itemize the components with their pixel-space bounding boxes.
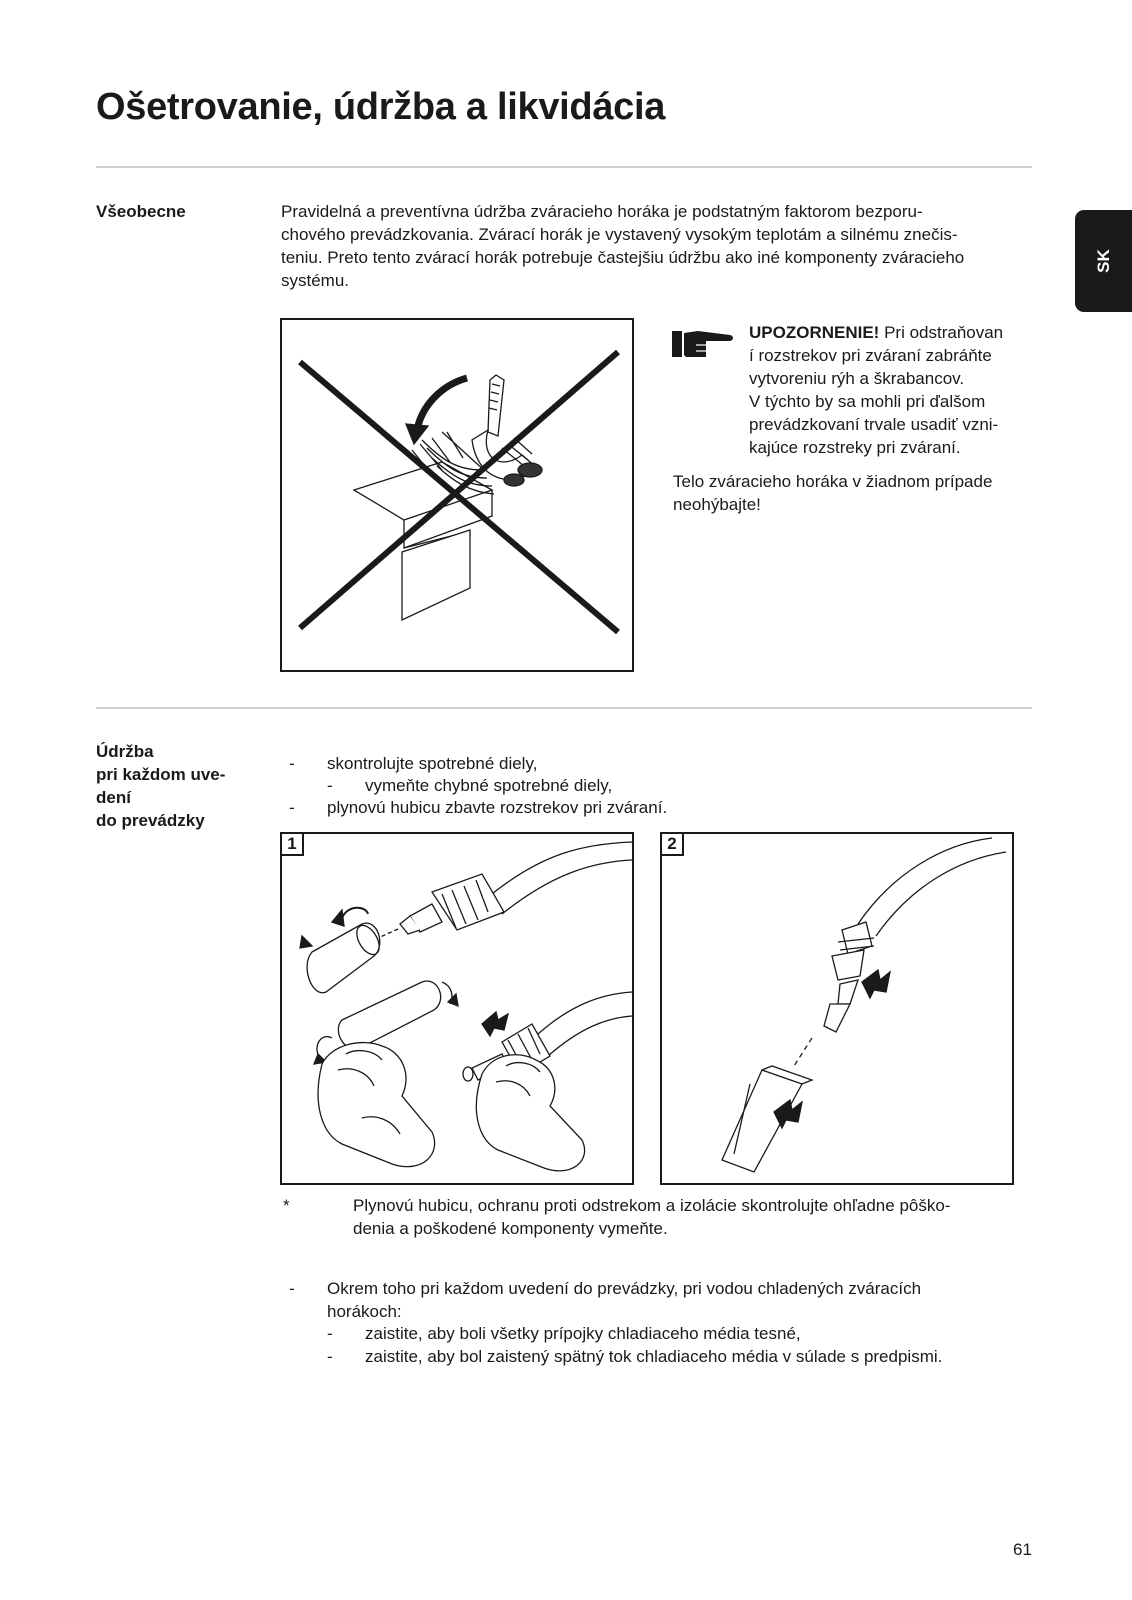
heading-line: Údržba — [96, 742, 154, 761]
notice-line: vytvoreniu rýh a škrabancov. — [749, 369, 965, 388]
notice-line: Pri odstraňovan — [879, 323, 1004, 342]
section-heading-general: Všeobecne — [96, 202, 186, 221]
list-item — [327, 1277, 921, 1323]
footnote-text — [353, 1194, 950, 1240]
section-heading-maintenance — [96, 740, 225, 832]
language-tab-label: SK — [1093, 249, 1113, 273]
notice-line: prevádzkovaní trvale usadiť vzni- — [749, 415, 999, 434]
general-paragraph — [281, 200, 964, 292]
paragraph-line: chového prevádzkovania. Zvárací horák je vystavený vysokým teplotám a silnému znečis- — [281, 225, 958, 244]
page-title: Ošetrovanie, údržba a likvidácia — [96, 86, 666, 128]
list-item: plynovú hubicu zbavte rozstrekov pri zváraní. — [327, 798, 668, 817]
paragraph-line: Pravidelná a preventívna údržba zváracieho horáka je podstatným faktorom bezporu- — [281, 202, 923, 221]
figure-nozzle-cleaning — [280, 832, 634, 1185]
list-item: vymeňte chybné spotrebné diely, — [365, 776, 613, 795]
list-dash: - — [289, 754, 295, 773]
list-dash: - — [327, 1347, 333, 1366]
bent-torch-crossed-icon — [282, 320, 632, 670]
paragraph-line: systému. — [281, 271, 350, 290]
list-dash: - — [289, 798, 295, 817]
figure-number: 2 — [662, 834, 684, 856]
figure-parts-inspection — [660, 832, 1014, 1185]
warning-line: neohýbajte! — [673, 495, 761, 514]
list-item: zaistite, aby boli všetky prípojky chladiaceho média tesné, — [365, 1324, 801, 1343]
notice-line: kajúce rozstreky pri zváraní. — [749, 438, 961, 457]
list-item: skontrolujte spotrebné diely, — [327, 754, 538, 773]
heading-line: pri každom uve- — [96, 765, 226, 784]
no-bending-illustration — [280, 318, 634, 672]
list-line: horákoch: — [327, 1302, 402, 1321]
warning-line: Telo zváracieho horáka v žiadnom prípade — [673, 472, 993, 491]
parts-inspection-drawing — [662, 834, 1012, 1183]
heading-line: do prevádzky — [96, 811, 205, 830]
list-item: zaistite, aby bol zaistený spätný tok chladiaceho média v súlade s predpismi. — [365, 1347, 943, 1366]
notice-line: í rozstrekov pri zváraní zabráňte — [749, 346, 992, 365]
footnote-line: denia a poškodené komponenty vymeňte. — [353, 1219, 668, 1238]
nozzle-cleaning-drawing — [282, 834, 632, 1183]
notice-label: UPOZORNENIE! — [749, 323, 880, 342]
page-number: 61 — [1013, 1540, 1032, 1559]
figure-number: 1 — [282, 834, 304, 856]
list-dash: - — [327, 776, 333, 795]
pointing-hand-icon — [672, 327, 734, 361]
heading-line: dení — [96, 788, 131, 807]
notice-text — [749, 321, 1003, 459]
footnote-marker: * — [283, 1196, 290, 1215]
list-dash: - — [327, 1324, 333, 1343]
language-tab[interactable] — [1075, 210, 1132, 312]
notice-line: V týchto by sa mohli pri ďalšom — [749, 392, 986, 411]
list-line: Okrem toho pri každom uvedení do prevádzky, pri vodou chladených zváracích — [327, 1279, 922, 1298]
section-divider — [96, 707, 1032, 709]
warning-text — [673, 470, 992, 516]
list-dash: - — [289, 1279, 295, 1298]
footnote-line: Plynovú hubicu, ochranu proti odstrekom a izolácie skontrolujte ohľadne pôško- — [353, 1196, 951, 1215]
title-divider — [96, 166, 1032, 168]
paragraph-line: teniu. Preto tento zvárací horák potrebuje častejšiu údržbu ako iné komponenty zváracieho — [281, 248, 965, 267]
